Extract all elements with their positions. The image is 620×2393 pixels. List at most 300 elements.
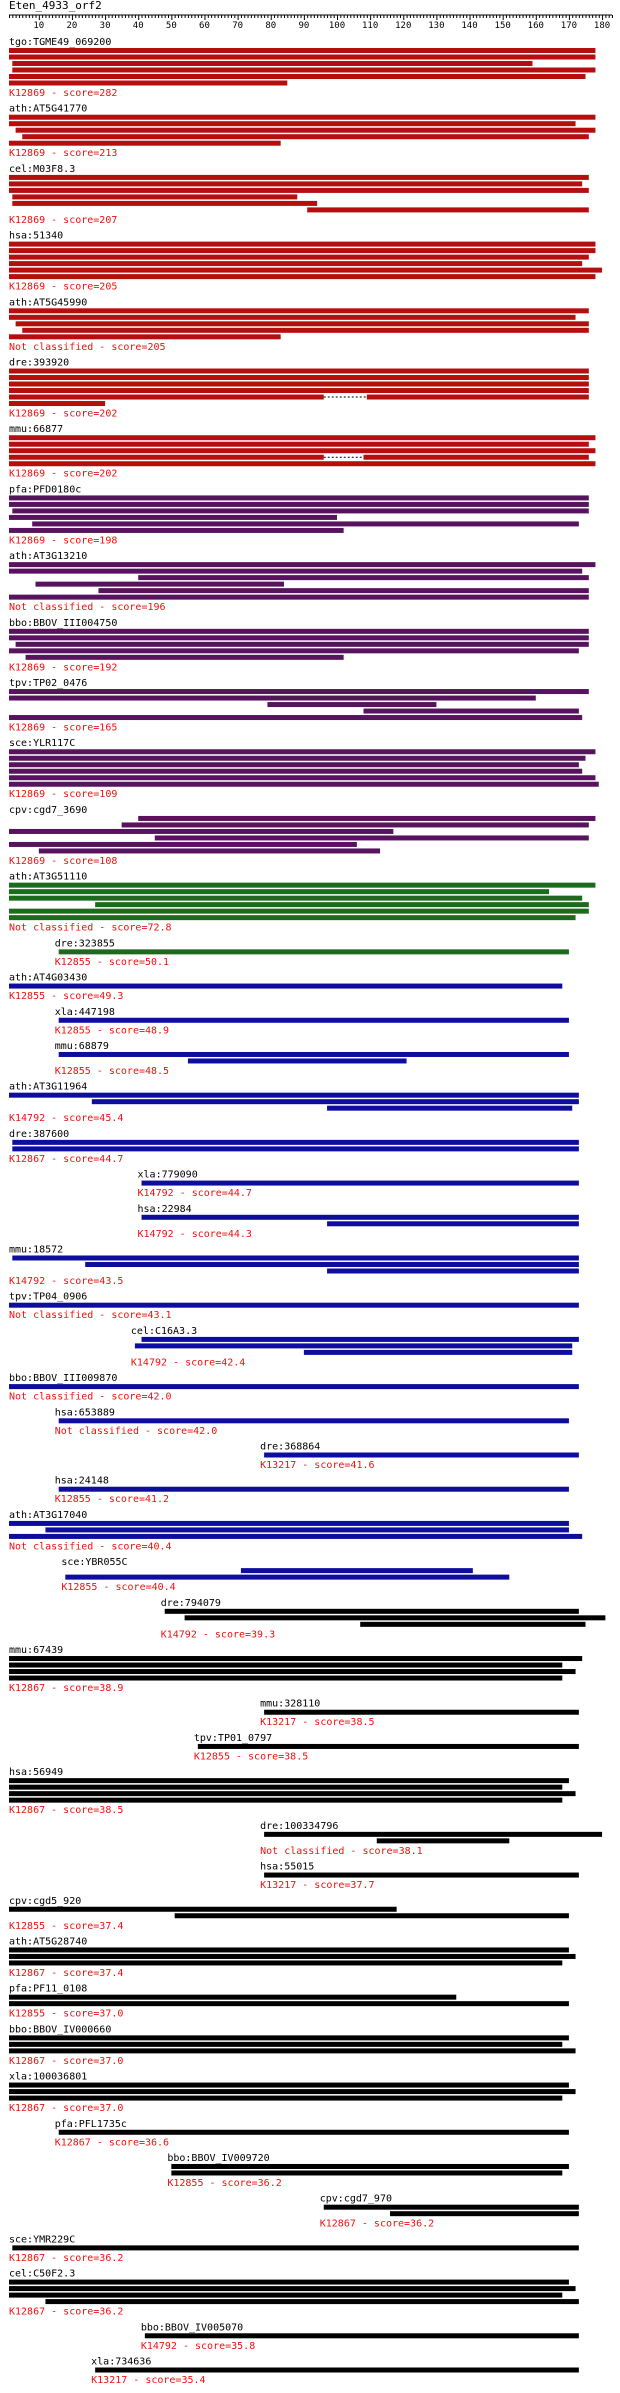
gene-name: tgo:TGME49_069200 xyxy=(9,37,112,48)
alignment-bar xyxy=(9,388,589,393)
alignment-bar xyxy=(92,1099,579,1104)
ko-score-label: K12869 - score=282 xyxy=(9,88,118,99)
alignment-entry xyxy=(91,2357,579,2387)
ko-score-label: K12869 - score=202 xyxy=(9,468,118,480)
ruler-tick-label: 80 xyxy=(265,21,277,31)
alignment-bar xyxy=(264,1710,579,1715)
ko-score-label: K12867 - score=37.0 xyxy=(9,2055,124,2067)
ko-score-label: Not classified - score=40.4 xyxy=(9,1541,172,1553)
alignment-entry xyxy=(141,2322,579,2352)
alignment-bar xyxy=(142,1337,579,1342)
ruler-tick-label: 50 xyxy=(165,21,177,31)
gene-name: dre:323855 xyxy=(54,938,115,950)
alignment-entry xyxy=(9,1292,579,1322)
alignment-entry xyxy=(9,1244,579,1287)
alignment-bar xyxy=(9,255,589,260)
alignment-bar xyxy=(59,1418,569,1423)
alignment-bar xyxy=(95,902,589,907)
alignment-bar xyxy=(9,1384,579,1389)
ko-score-label: K14792 - score=39.3 xyxy=(160,1629,276,1641)
alignment-bar xyxy=(22,134,589,139)
gene-name: hsa:56949 xyxy=(9,1767,64,1779)
alignment-bar xyxy=(9,515,337,520)
alignment-bar xyxy=(9,1995,456,2000)
alignment-entry xyxy=(9,1129,579,1165)
ruler-tick-label: 30 xyxy=(99,21,111,31)
ko-score-label: K12867 - score=36.2 xyxy=(9,2306,124,2318)
alignment-entry xyxy=(55,1007,569,1036)
alignment-bar xyxy=(9,2089,576,2094)
alignment-bar xyxy=(9,375,589,380)
alignment-bar xyxy=(9,2096,562,2101)
alignment-bar xyxy=(9,442,589,447)
alignment-bar xyxy=(9,48,595,53)
alignment-entry xyxy=(9,358,589,420)
alignment-bar xyxy=(9,382,589,387)
alignment-bar xyxy=(9,769,582,774)
gene-name: cel:C50F2.3 xyxy=(9,2268,76,2280)
alignment-entry xyxy=(138,1204,579,1240)
alignment-bar xyxy=(9,334,281,339)
alignment-bar xyxy=(267,702,436,707)
gene-name: hsa:55015 xyxy=(260,1861,315,1873)
alignment-bar xyxy=(12,194,297,199)
alignment-bar xyxy=(264,1832,602,1837)
gene-name: ath:AT5G41770 xyxy=(9,103,88,115)
gene-name: xla:100036801 xyxy=(9,2071,88,2083)
alignment-entry xyxy=(9,297,589,353)
alignment-bar xyxy=(9,274,595,279)
alignment-bar xyxy=(9,1791,576,1796)
gene-name: cpv:cgd7_970 xyxy=(319,2193,393,2205)
ko-score-label: K12869 - score=207 xyxy=(9,214,118,226)
alignment-bar xyxy=(9,829,393,834)
gene-name: sce:YBR055C xyxy=(61,1557,128,1569)
alignment-bar xyxy=(9,756,585,761)
gene-name: bbo:BBOV_IV005070 xyxy=(140,2322,244,2334)
alignment-entry xyxy=(9,1896,569,1932)
ko-score-label: K12867 - score=38.9 xyxy=(9,1683,124,1695)
alignment-bar xyxy=(327,1268,579,1273)
ko-score-label: Not classified - score=43.1 xyxy=(9,1310,172,1322)
alignment-bar xyxy=(138,575,589,580)
gene-name: xla:734636 xyxy=(91,2356,152,2368)
alignment-bar xyxy=(12,68,595,73)
alignment-bar xyxy=(12,508,588,513)
ko-score-label: K12869 - score=205 xyxy=(9,281,118,293)
alignment-entry xyxy=(9,231,602,293)
alignment-bar xyxy=(9,1954,576,1959)
alignment-bar xyxy=(9,1947,569,1952)
ko-score-label: K12869 - score=192 xyxy=(9,662,118,674)
alignment-bar xyxy=(367,395,589,400)
alignment-entry xyxy=(61,1557,509,1593)
alignment-entry xyxy=(9,973,562,1003)
ruler-tick-label: 150 xyxy=(494,21,511,31)
alignment-entry xyxy=(131,1326,579,1369)
ko-score-label: K12855 - score=50.1 xyxy=(54,956,170,968)
ko-score-label: Not classified - score=42.0 xyxy=(54,1425,218,1437)
alignment-entry xyxy=(9,1510,582,1553)
alignment-bar xyxy=(9,1521,569,1526)
ko-score-label: K12869 - score=108 xyxy=(9,855,118,867)
alignment-bar xyxy=(9,629,589,634)
alignment-bar xyxy=(22,328,589,333)
alignment-bar xyxy=(198,1744,579,1749)
ko-score-label: K12855 - score=41.2 xyxy=(54,1494,170,1506)
alignment-bar xyxy=(377,1838,510,1843)
alignment-bar xyxy=(9,55,595,60)
alignment-bar xyxy=(171,2170,562,2175)
alignment-bar xyxy=(9,689,589,694)
alignment-entry xyxy=(9,738,599,800)
alignment-bar xyxy=(9,115,595,120)
gene-name: mmu:67439 xyxy=(9,1645,64,1657)
gene-name: tpv:TP04_0906 xyxy=(9,1291,88,1303)
gene-name: dre:387600 xyxy=(9,1128,70,1140)
alignment-bar xyxy=(390,2211,579,2216)
alignment-bar xyxy=(171,2164,569,2169)
alignment-bar xyxy=(9,81,287,86)
gene-name: dre:794079 xyxy=(160,1597,221,1609)
query-title: Eten_4933_orf2 xyxy=(9,0,102,12)
alignment-entry xyxy=(9,2269,579,2318)
alignment-bar xyxy=(39,848,380,853)
alignment-bar xyxy=(145,2333,579,2338)
alignment-bar xyxy=(9,248,595,253)
alignment-bar xyxy=(9,749,595,754)
ruler-tick-label: 140 xyxy=(461,21,478,31)
alignment-entry xyxy=(9,805,595,867)
alignment-bar xyxy=(9,909,589,914)
ruler-tick-label: 110 xyxy=(362,21,379,31)
alignment-bar xyxy=(45,1527,568,1532)
alignment-bar xyxy=(185,1615,606,1620)
alignment-entry xyxy=(9,1645,582,1694)
alignment-bar xyxy=(9,1778,569,1783)
alignment-entry xyxy=(9,2024,576,2067)
alignment-bar xyxy=(155,835,589,840)
alignment-bar xyxy=(9,696,536,701)
alignment-bar xyxy=(9,2048,576,2053)
gene-name: hsa:22984 xyxy=(137,1203,192,1215)
gene-name: hsa:51340 xyxy=(9,230,64,242)
ko-score-label: K13217 - score=41.6 xyxy=(260,1460,375,1472)
ko-score-label: K12867 - score=36.6 xyxy=(54,2137,170,2149)
alignment-bar xyxy=(16,128,596,133)
gene-name: cel:C16A3.3 xyxy=(130,1325,198,1337)
ko-score-label: K12867 - score=36.2 xyxy=(9,2252,124,2264)
alignment-entry xyxy=(9,2072,576,2115)
alignment-entry xyxy=(55,2119,569,2149)
alignment-bar xyxy=(9,1798,562,1803)
alignment-bar xyxy=(59,1052,569,1057)
alignment-bar xyxy=(9,315,576,320)
alignment-bar xyxy=(9,782,599,787)
alignment-bar xyxy=(324,2205,579,2210)
gene-name: pfa:PFL1735c xyxy=(54,2118,127,2130)
alignment-entry xyxy=(194,1733,579,1763)
alignment-tracks xyxy=(9,37,605,2386)
gene-name: tpv:TP02_0476 xyxy=(9,678,88,690)
ruler-tick-label: 60 xyxy=(199,21,210,31)
ko-score-label: K12855 - score=40.4 xyxy=(61,1582,176,1594)
alignment-bar xyxy=(9,401,105,406)
alignment-entry xyxy=(9,551,595,613)
alignment-entry xyxy=(9,37,595,99)
ruler-tick-label: 70 xyxy=(232,21,244,31)
alignment-bar xyxy=(9,308,589,313)
alignment-bar xyxy=(135,1343,572,1348)
ko-score-label: K13217 - score=37.7 xyxy=(260,1880,375,1892)
alignment-bar xyxy=(175,1913,569,1918)
ruler-tick-label: 90 xyxy=(298,21,310,31)
gene-name: bbo:BBOV_IV009720 xyxy=(167,2152,270,2164)
alignment-bar xyxy=(9,1303,579,1308)
alignment-bar xyxy=(32,521,579,526)
alignment-bar xyxy=(9,74,585,79)
ruler-tick-label: 10 xyxy=(33,21,45,31)
alignment-bar xyxy=(9,448,595,453)
alignment-entry xyxy=(9,1984,569,2020)
alignment-bar xyxy=(9,562,595,567)
gene-name: xla:779090 xyxy=(137,1169,198,1181)
gene-name: ath:AT5G45990 xyxy=(9,297,88,309)
position-ruler xyxy=(9,15,613,31)
alignment-bar xyxy=(9,2083,569,2088)
alignment-entry xyxy=(167,2153,569,2189)
ko-score-label: K14792 - score=42.4 xyxy=(130,1357,246,1369)
ko-score-label: K12867 - score=38.5 xyxy=(9,1805,124,1817)
gene-name: dre:368864 xyxy=(260,1441,321,1453)
alignment-bar xyxy=(9,2001,569,2006)
ko-score-label: K12855 - score=37.0 xyxy=(9,2008,124,2020)
alignment-bar xyxy=(9,1534,582,1539)
gene-name: hsa:24148 xyxy=(54,1475,109,1487)
ko-score-label: Not classified - score=72.8 xyxy=(9,922,172,934)
alignment-entry xyxy=(55,1041,569,1077)
alignment-entry xyxy=(9,872,595,934)
ko-score-label: K12867 - score=37.0 xyxy=(9,2103,124,2115)
alignment-bar xyxy=(9,435,595,440)
alignment-bar xyxy=(85,1262,579,1267)
alignment-bar xyxy=(9,2035,569,2040)
alignment-bar xyxy=(12,201,317,206)
alignment-entry xyxy=(9,1082,579,1125)
gene-name: cel:M03F8.3 xyxy=(9,163,76,175)
alignment-bar xyxy=(142,1181,579,1186)
ko-score-label: K14792 - score=45.4 xyxy=(9,1113,124,1125)
ko-score-label: Not classified - score=38.1 xyxy=(260,1845,423,1857)
ko-score-label: K12855 - score=48.5 xyxy=(54,1065,170,1077)
alignment-bar xyxy=(9,775,595,780)
gene-name: mmu:66877 xyxy=(9,424,64,436)
alignment-bar xyxy=(9,502,589,507)
alignment-bar xyxy=(9,121,576,126)
alignment-bar xyxy=(9,595,589,600)
alignment-bar xyxy=(16,642,589,647)
gene-name: ath:AT4G03430 xyxy=(9,972,88,984)
gene-name: ath:AT3G17040 xyxy=(9,1509,88,1521)
ko-score-label: K12855 - score=36.2 xyxy=(167,2177,282,2189)
alignment-bar xyxy=(9,2286,576,2291)
alignment-bar xyxy=(12,1140,579,1145)
alignment-entry xyxy=(9,1767,576,1816)
gene-name: sce:YMR229C xyxy=(9,2234,76,2246)
alignment-bar xyxy=(59,949,569,954)
alignment-bar xyxy=(9,495,589,500)
ko-score-label: K12867 - score=44.7 xyxy=(9,1153,124,1165)
alignment-entry xyxy=(9,678,589,734)
alignment-bar xyxy=(36,582,284,587)
gene-name: cpv:cgd5_920 xyxy=(9,1895,82,1907)
alignment-bar xyxy=(9,141,281,146)
alignment-bar xyxy=(65,1575,509,1580)
alignment-bar xyxy=(9,762,579,767)
alignment-bar xyxy=(9,2280,569,2285)
alignment-bar xyxy=(59,1018,569,1023)
gene-name: ath:AT3G51110 xyxy=(9,871,88,883)
alignment-entry xyxy=(55,938,569,968)
alignment-bar xyxy=(9,635,589,640)
gene-name: mmu:328110 xyxy=(260,1698,321,1710)
alignment-entry xyxy=(260,1862,579,1892)
alignment-bar xyxy=(9,1093,579,1098)
alignment-bar xyxy=(142,1215,579,1220)
alignment-bar xyxy=(9,889,549,894)
gene-name: ath:AT5G28740 xyxy=(9,1936,88,1948)
alignment-bar xyxy=(165,1609,579,1614)
alignment-entry xyxy=(138,1170,579,1200)
alignment-bar xyxy=(9,1663,562,1668)
ko-score-label: K12869 - score=198 xyxy=(9,535,118,547)
gene-name: ath:AT3G11964 xyxy=(9,1081,88,1093)
alignment-bar xyxy=(98,588,588,593)
ruler-tick-label: 160 xyxy=(527,21,544,31)
gene-name: hsa:653889 xyxy=(54,1407,115,1419)
alignment-bar xyxy=(9,455,324,460)
ko-score-label: K12855 - score=38.5 xyxy=(193,1751,309,1763)
ko-score-label: K14792 - score=35.8 xyxy=(140,2340,256,2352)
ko-score-label: K13217 - score=35.4 xyxy=(91,2375,206,2386)
ko-score-label: K12867 - score=36.2 xyxy=(319,2218,435,2230)
alignment-entry xyxy=(9,1373,579,1403)
ko-score-label: Not classified - score=205 xyxy=(9,341,166,353)
alignment-bar xyxy=(327,1221,579,1226)
alignment-bar xyxy=(59,2130,569,2135)
alignment-bar xyxy=(9,181,582,186)
ko-score-label: K12869 - score=165 xyxy=(9,722,118,734)
gene-name: sce:YLR117C xyxy=(9,738,76,750)
alignment-bar xyxy=(26,655,344,660)
ruler-tick-label: 20 xyxy=(66,21,78,31)
alignment-entry xyxy=(9,1936,576,1979)
alignment-bar xyxy=(360,1622,585,1627)
gene-name: pfa:PFD0180c xyxy=(9,484,82,496)
alignment-bar xyxy=(12,61,532,66)
ruler-tick-label: 120 xyxy=(395,21,412,31)
alignment-bar xyxy=(9,842,357,847)
alignment-bar xyxy=(9,883,595,888)
ko-score-label: K12867 - score=37.4 xyxy=(9,1967,124,1979)
alignment-bar xyxy=(9,648,579,653)
alignment-bar xyxy=(9,1669,576,1674)
alignment-bar xyxy=(9,242,595,247)
alignment-bar xyxy=(9,2042,562,2047)
gene-name: xla:447198 xyxy=(54,1006,115,1018)
ko-score-label: Not classified - score=196 xyxy=(9,602,166,614)
alignment-bar xyxy=(327,1106,572,1111)
alignment-bar xyxy=(9,268,602,273)
alignment-bar xyxy=(12,1146,579,1151)
alignment-bar xyxy=(9,1656,582,1661)
alignment-bar xyxy=(9,188,589,193)
gene-name: cpv:cgd7_3690 xyxy=(9,804,88,816)
ruler-tick-label: 170 xyxy=(560,21,578,31)
ko-score-label: K12869 - score=213 xyxy=(9,148,118,160)
ruler-tick-label: 100 xyxy=(328,21,346,31)
alignment-bar xyxy=(188,1058,407,1063)
gene-name: mmu:68879 xyxy=(54,1040,109,1052)
alignment-bar xyxy=(9,261,582,266)
alignment-entry xyxy=(161,1598,606,1641)
alignment-bar xyxy=(9,175,589,180)
ruler-tick-label: 130 xyxy=(428,21,445,31)
alignment-bar xyxy=(95,2368,579,2373)
alignment-entry xyxy=(9,424,595,480)
alignment-bar xyxy=(364,455,589,460)
alignment-entry xyxy=(260,1821,602,1857)
gene-name: bbo:BBOV_III004750 xyxy=(9,617,118,629)
ko-score-label: K14792 - score=44.3 xyxy=(137,1228,252,1240)
gene-name: bbo:BBOV_III009870 xyxy=(9,1373,118,1385)
ko-score-label: K12855 - score=49.3 xyxy=(9,991,124,1003)
gene-name: mmu:18572 xyxy=(9,1244,64,1256)
ko-score-label: K12855 - score=48.9 xyxy=(54,1025,170,1037)
ko-score-label: K12869 - score=202 xyxy=(9,408,118,420)
ko-score-label: Not classified - score=42.0 xyxy=(9,1391,172,1403)
alignment-bar xyxy=(12,2245,579,2250)
alignment-bar xyxy=(9,528,344,533)
alignment-bar xyxy=(9,715,582,720)
alignment-bar xyxy=(138,816,595,821)
alignment-bar xyxy=(264,1873,579,1878)
alignment-entry xyxy=(9,2234,579,2264)
alignment-bar xyxy=(16,321,589,326)
ko-score-label: K14792 - score=43.5 xyxy=(9,1275,124,1287)
alignment-bar xyxy=(264,1453,579,1458)
alignment-bar xyxy=(9,461,595,466)
alignment-bar xyxy=(9,569,582,574)
ruler-tick-label: 180 xyxy=(593,21,611,31)
gene-name: ath:AT3G13210 xyxy=(9,551,88,563)
alignment-entry xyxy=(320,2194,579,2230)
ko-score-label: K13217 - score=38.5 xyxy=(260,1717,375,1729)
gene-name: dre:393920 xyxy=(9,357,70,369)
alignment-bar xyxy=(307,207,589,212)
alignment-bar xyxy=(9,1907,397,1912)
gene-name: bbo:BBOV_IV000660 xyxy=(9,2024,112,2036)
alignment-entry xyxy=(55,1476,569,1506)
alignment-bar xyxy=(9,1960,562,1965)
alignment-entry xyxy=(260,1442,579,1472)
alignment-bar xyxy=(9,1785,562,1790)
gene-name: dre:100334796 xyxy=(260,1820,339,1832)
alignment-bar xyxy=(122,822,589,827)
alignment-bar xyxy=(364,709,579,714)
alignment-entry xyxy=(9,104,595,160)
ko-score-label: K14792 - score=44.7 xyxy=(137,1188,252,1200)
